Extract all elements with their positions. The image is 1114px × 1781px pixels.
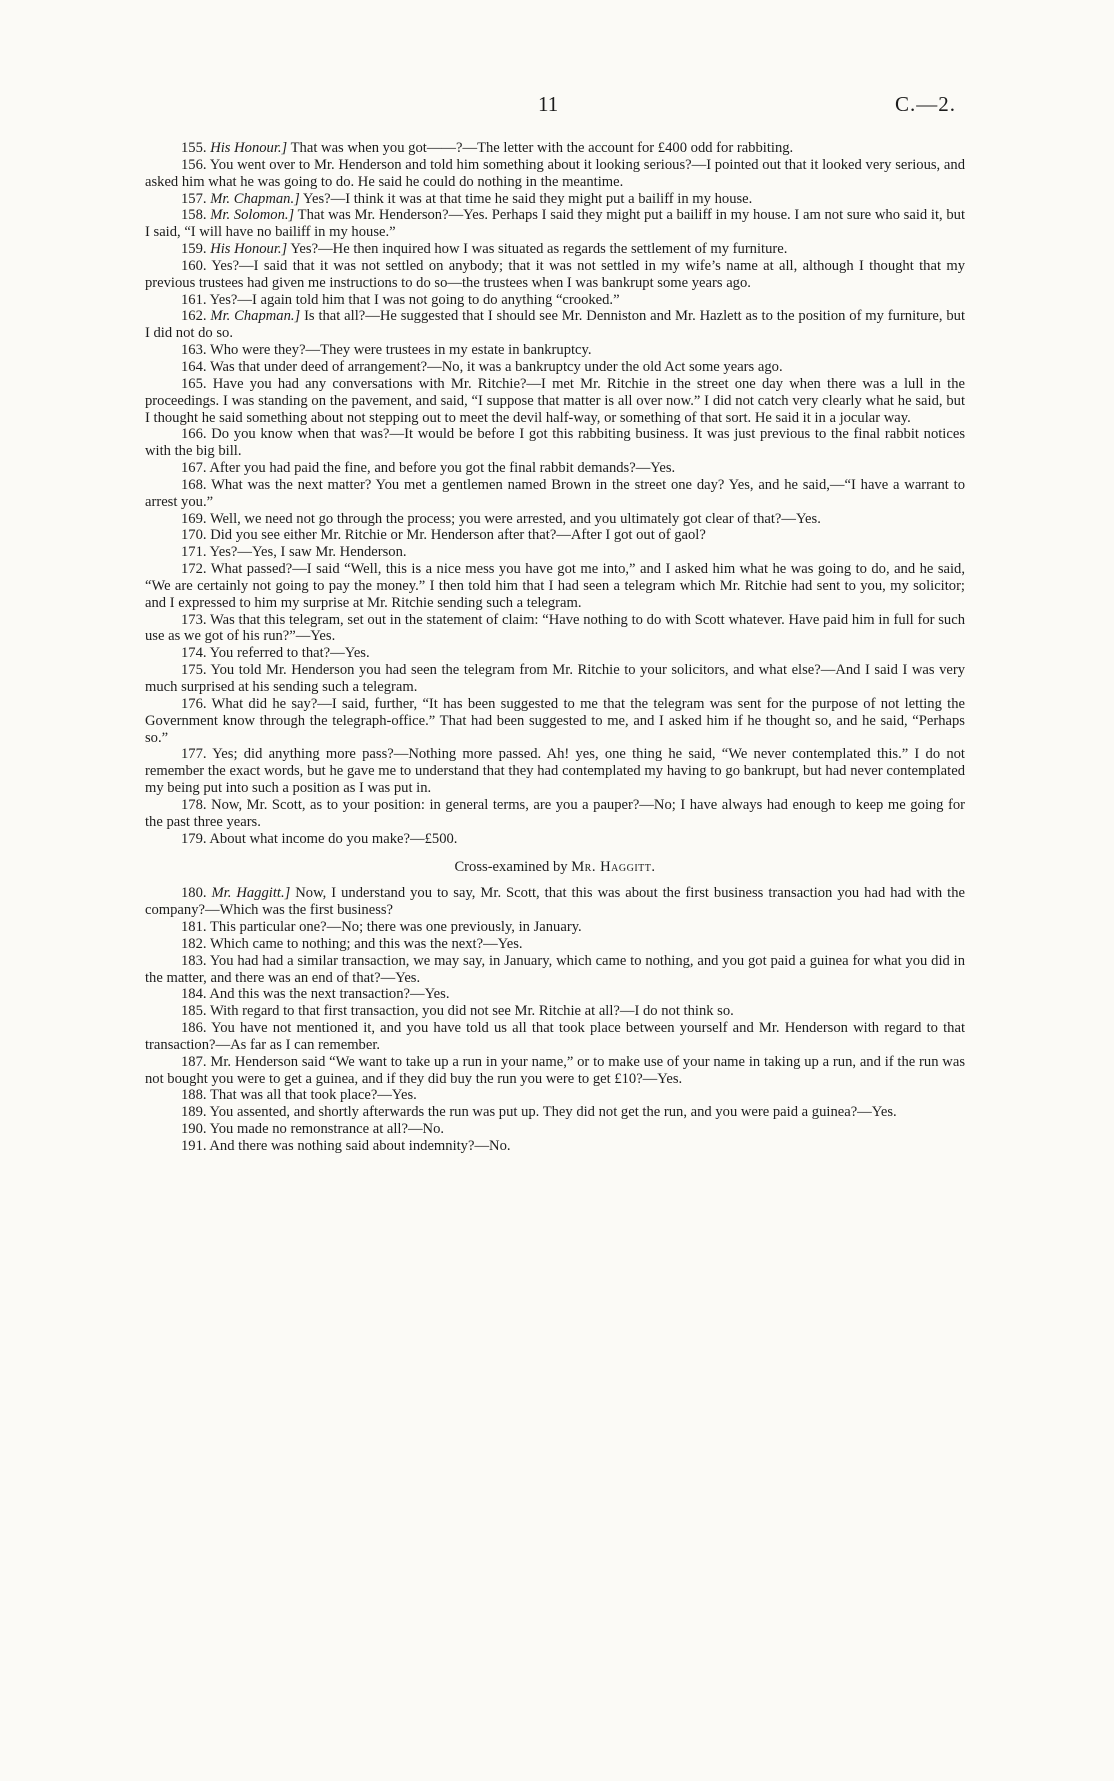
paragraph-text: This particular one?—No; there was one previously, in January.: [209, 918, 582, 935]
speaker-label: His Honour.]: [210, 140, 288, 156]
testimony-paragraph: [145, 544, 965, 561]
paragraph-text: What was the next matter? You met a gentlemen named Brown in the street one day? Yes, and he said,—“I have a warrant to arrest you.”: [145, 476, 965, 510]
speaker-label: Mr. Chapman.]: [210, 308, 301, 325]
paragraph-number: 168.: [181, 476, 207, 493]
testimony-paragraph: [145, 477, 965, 511]
testimony-paragraph: [145, 645, 965, 662]
document-reference: C.—2.: [895, 92, 957, 116]
testimony-paragraph: [145, 936, 965, 953]
testimony-paragraph: [145, 426, 965, 460]
examiner-name: Mr. Haggitt.: [571, 859, 656, 876]
paragraph-number: 184.: [181, 986, 207, 1003]
paragraph-text: Who were they?—They were trustees in my estate in bankruptcy.: [209, 342, 592, 359]
cross-examination-section: [145, 885, 965, 1155]
paragraph-text: Was that this telegram, set out in the statement of claim: “Have nothing to do with Scott whatever. Have paid him in full for such use as we got of his run?”—Yes.: [145, 611, 965, 645]
paragraph-text: Did you see either Mr. Ritchie or Mr. Henderson after that?—After I got out of gaol?: [210, 527, 706, 544]
paragraph-number: 181.: [181, 918, 207, 935]
paragraph-number: 161.: [181, 291, 207, 308]
document-body: [145, 140, 965, 1155]
paragraph-number: 155.: [181, 140, 207, 156]
speaker-label: Mr. Solomon.]: [210, 207, 295, 224]
testimony-paragraph: [145, 527, 965, 544]
paragraph-number: 157.: [181, 190, 207, 207]
paragraph-number: 187.: [181, 1053, 207, 1070]
paragraph-number: 159.: [181, 241, 207, 258]
testimony-paragraph: [145, 1054, 965, 1088]
paragraph-text: With regard to that first transaction, you did not see Mr. Ritchie at all?—I do not think so.: [209, 1003, 734, 1020]
paragraph-text: What did he say?—I said, further, “It has been suggested to me that the telegram was sent for the purpose of not letting the Government know through the telegraph-office.” That had been suggested to me, and I asked him if he thought so, and he said, “Perhaps so.”: [145, 695, 965, 746]
paragraph-text: You referred to that?—Yes.: [209, 645, 370, 662]
speaker-label: Mr. Chapman.]: [210, 190, 300, 207]
paragraph-text: Well, we need not go through the process; you were arrested, and you ultimately got clear of that?—Yes.: [209, 510, 821, 527]
paragraph-number: 158.: [181, 207, 207, 224]
testimony-paragraph: [145, 308, 965, 342]
paragraph-number: 163.: [181, 342, 207, 359]
testimony-paragraph: [145, 986, 965, 1003]
paragraph-text: And this was the next transaction?—Yes.: [209, 986, 450, 1003]
paragraph-text: Yes?—I said that it was not settled on anybody; that it was not settled in my wife’s name at all, although I thought that my previous trustees had given me instructions to do so—the trustees when I was bankrupt some years ago.: [145, 257, 965, 291]
testimony-paragraph: [145, 919, 965, 936]
page-number: 11: [538, 92, 559, 116]
paragraph-text: That was all that took place?—Yes.: [209, 1087, 417, 1104]
testimony-paragraph: [145, 1020, 965, 1054]
speaker-label: Mr. Haggitt.]: [211, 885, 291, 902]
paragraph-number: 165.: [181, 375, 207, 392]
testimony-paragraph: [145, 511, 965, 528]
paragraph-text: That was Mr. Henderson?—Yes. Perhaps I said they might put a bailiff in my house. I am not sure who said it, but I said, “I will have no bailiff in my house.”: [145, 207, 965, 241]
testimony-paragraph: [145, 1121, 965, 1138]
paragraph-text: Have you had any conversations with Mr. Ritchie?—I met Mr. Ritchie in the street one day when there was a lull in the proceedings. I was standing on the pavement, and said, “I suppose that matter is all over now.” I did not catch very clearly what he said, but I thought he said something about not stepping out to meet the devil half-way, or something of that sort. He said it in a jocular way.: [145, 375, 965, 426]
testimony-paragraph: [145, 1138, 965, 1155]
paragraph-number: 177.: [181, 746, 207, 763]
paragraph-number: 167.: [181, 460, 207, 477]
paragraph-text: Yes?—I again told him that I was not going to do anything “crooked.”: [209, 291, 620, 308]
paragraph-text: Is that all?—He suggested that I should see Mr. Denniston and Mr. Hazlett as to the position of my furniture, but I did not do so.: [145, 308, 965, 342]
testimony-paragraph: [145, 831, 965, 848]
paragraph-number: 178.: [181, 796, 207, 813]
paragraph-number: 190.: [181, 1121, 207, 1138]
testimony-paragraph: [145, 561, 965, 612]
paragraph-text: About what income do you make?—£500.: [209, 830, 458, 847]
paragraph-text: You had had a similar transaction, we may say, in January, which came to nothing, and you got paid a guinea for what you did in the matter, and there was an end of that?—Yes.: [145, 952, 965, 986]
paragraph-number: 182.: [181, 935, 207, 952]
paragraph-text: Mr. Henderson said “We want to take up a run in your name,” or to make use of your name in taking up a run, and if the run was not bought you were to get a guinea, and if they did buy the run you were to get £10?—Yes.: [145, 1053, 965, 1087]
paragraph-number: 164.: [181, 358, 207, 375]
paragraph-number: 173.: [181, 611, 207, 628]
testimony-paragraph: [145, 696, 965, 747]
testimony-paragraph: [145, 157, 965, 191]
paragraph-text: Now, I understand you to say, Mr. Scott, that this was about the first business transaction you had had with the company?—Which was the first business?: [145, 885, 965, 919]
paragraph-number: 170.: [181, 527, 207, 544]
paragraph-text: You made no remonstrance at all?—No.: [209, 1121, 445, 1138]
testimony-paragraph: [145, 662, 965, 696]
paragraph-text: Was that under deed of arrangement?—No, it was a bankruptcy under the old Act some years ago.: [209, 358, 783, 375]
testimony-paragraph: [145, 797, 965, 831]
testimony-section: [145, 140, 965, 847]
paragraph-text: And there was nothing said about indemnity?—No.: [209, 1137, 511, 1154]
paragraph-number: 188.: [181, 1087, 207, 1104]
paragraph-number: 172.: [181, 561, 207, 578]
paragraph-number: 162.: [181, 308, 207, 325]
paragraph-number: 175.: [181, 662, 207, 679]
paragraph-text: Yes?—I think it was at that time he said they might put a bailiff in my house.: [302, 190, 753, 207]
paragraph-number: 169.: [181, 510, 207, 527]
paragraph-text: That was when you got——?—The letter with the account for £400 odd for rabbiting.: [290, 140, 794, 156]
paragraph-text: Yes; did anything more pass?—Nothing more passed. Ah! yes, one thing he said, “We never contemplated this.” I do not remember the exact words, but he gave me to understand that they had contemplated my having to go bankrupt, but had never contemplated my being put into such a position as I was put in.: [145, 746, 965, 797]
testimony-paragraph: [145, 460, 965, 477]
paragraph-number: 156.: [181, 156, 207, 173]
testimony-paragraph: [145, 1087, 965, 1104]
paragraph-text: You assented, and shortly afterwards the run was put up. They did not get the run, and you were paid a guinea?—Yes.: [209, 1104, 897, 1121]
testimony-paragraph: [145, 885, 965, 919]
paragraph-text: Yes?—He then inquired how I was situated as regards the settlement of my furniture.: [290, 241, 788, 258]
paragraph-text: What passed?—I said “Well, this is a nice mess you have got me into,” and I asked him what he was going to do, and he said, “We are certainly not going to pay the money.” I then told him that I had seen a telegram which Mr. Ritchie had sent to you, my solicitor; and I expressed to him my surprise at Mr. Ritchie sending such a telegram.: [145, 561, 965, 611]
page-header: [0, 92, 1114, 122]
paragraph-text: Do you know when that was?—It would be before I got this rabbiting business. It was just previous to the final rabbit notices with the big bill.: [145, 426, 965, 460]
testimony-paragraph: [145, 359, 965, 376]
testimony-paragraph: [145, 241, 965, 258]
paragraph-number: 191.: [181, 1137, 207, 1154]
paragraph-number: 185.: [181, 1003, 207, 1020]
testimony-paragraph: [145, 140, 965, 157]
speaker-label: His Honour.]: [210, 241, 288, 258]
testimony-paragraph: [145, 342, 965, 359]
testimony-paragraph: [145, 1104, 965, 1121]
paragraph-number: 189.: [181, 1104, 207, 1121]
paragraph-number: 160.: [181, 257, 207, 274]
testimony-paragraph: [145, 376, 965, 427]
testimony-paragraph: [145, 292, 965, 309]
testimony-paragraph: [145, 258, 965, 292]
paragraph-number: 183.: [181, 952, 207, 969]
testimony-paragraph: [145, 612, 965, 646]
paragraph-number: 171.: [181, 544, 207, 561]
paragraph-text: After you had paid the fine, and before you got the final rabbit demands?—Yes.: [209, 460, 676, 477]
paragraph-text: You told Mr. Henderson you had seen the telegram from Mr. Ritchie to your solicitors, and what else?—And I said I was very much surprised at his sending such a telegram.: [145, 662, 966, 695]
paragraph-number: 166.: [181, 426, 207, 443]
paragraph-number: 186.: [181, 1020, 207, 1037]
paragraph-text: Which came to nothing; and this was the next?—Yes.: [209, 935, 523, 952]
paragraph-number: 179.: [181, 830, 207, 847]
paragraph-number: 174.: [181, 645, 207, 662]
testimony-paragraph: [145, 746, 965, 797]
testimony-paragraph: [145, 191, 965, 208]
paragraph-text: Yes?—Yes, I saw Mr. Henderson.: [209, 544, 407, 561]
testimony-paragraph: [145, 1003, 965, 1020]
paragraph-number: 180.: [181, 885, 207, 902]
testimony-paragraph: [145, 953, 965, 987]
paragraph-text: Now, Mr. Scott, as to your position: in general terms, are you a pauper?—No; I have always had enough to keep me going for the past three years.: [145, 796, 966, 830]
testimony-paragraph: [145, 207, 965, 241]
paragraph-number: 176.: [181, 695, 207, 712]
paragraph-text: You went over to Mr. Henderson and told him something about it looking serious?—I pointed out that it looked very serious, and asked him what he was going to do. He said he could do nothing in the meantime.: [145, 156, 965, 190]
paragraph-text: You have not mentioned it, and you have told us all that took place between yourself and Mr. Henderson with regard to that transaction?—As far as I can remember.: [145, 1020, 966, 1053]
section-heading: Cross-examined by Mr. Haggitt.: [454, 859, 656, 876]
